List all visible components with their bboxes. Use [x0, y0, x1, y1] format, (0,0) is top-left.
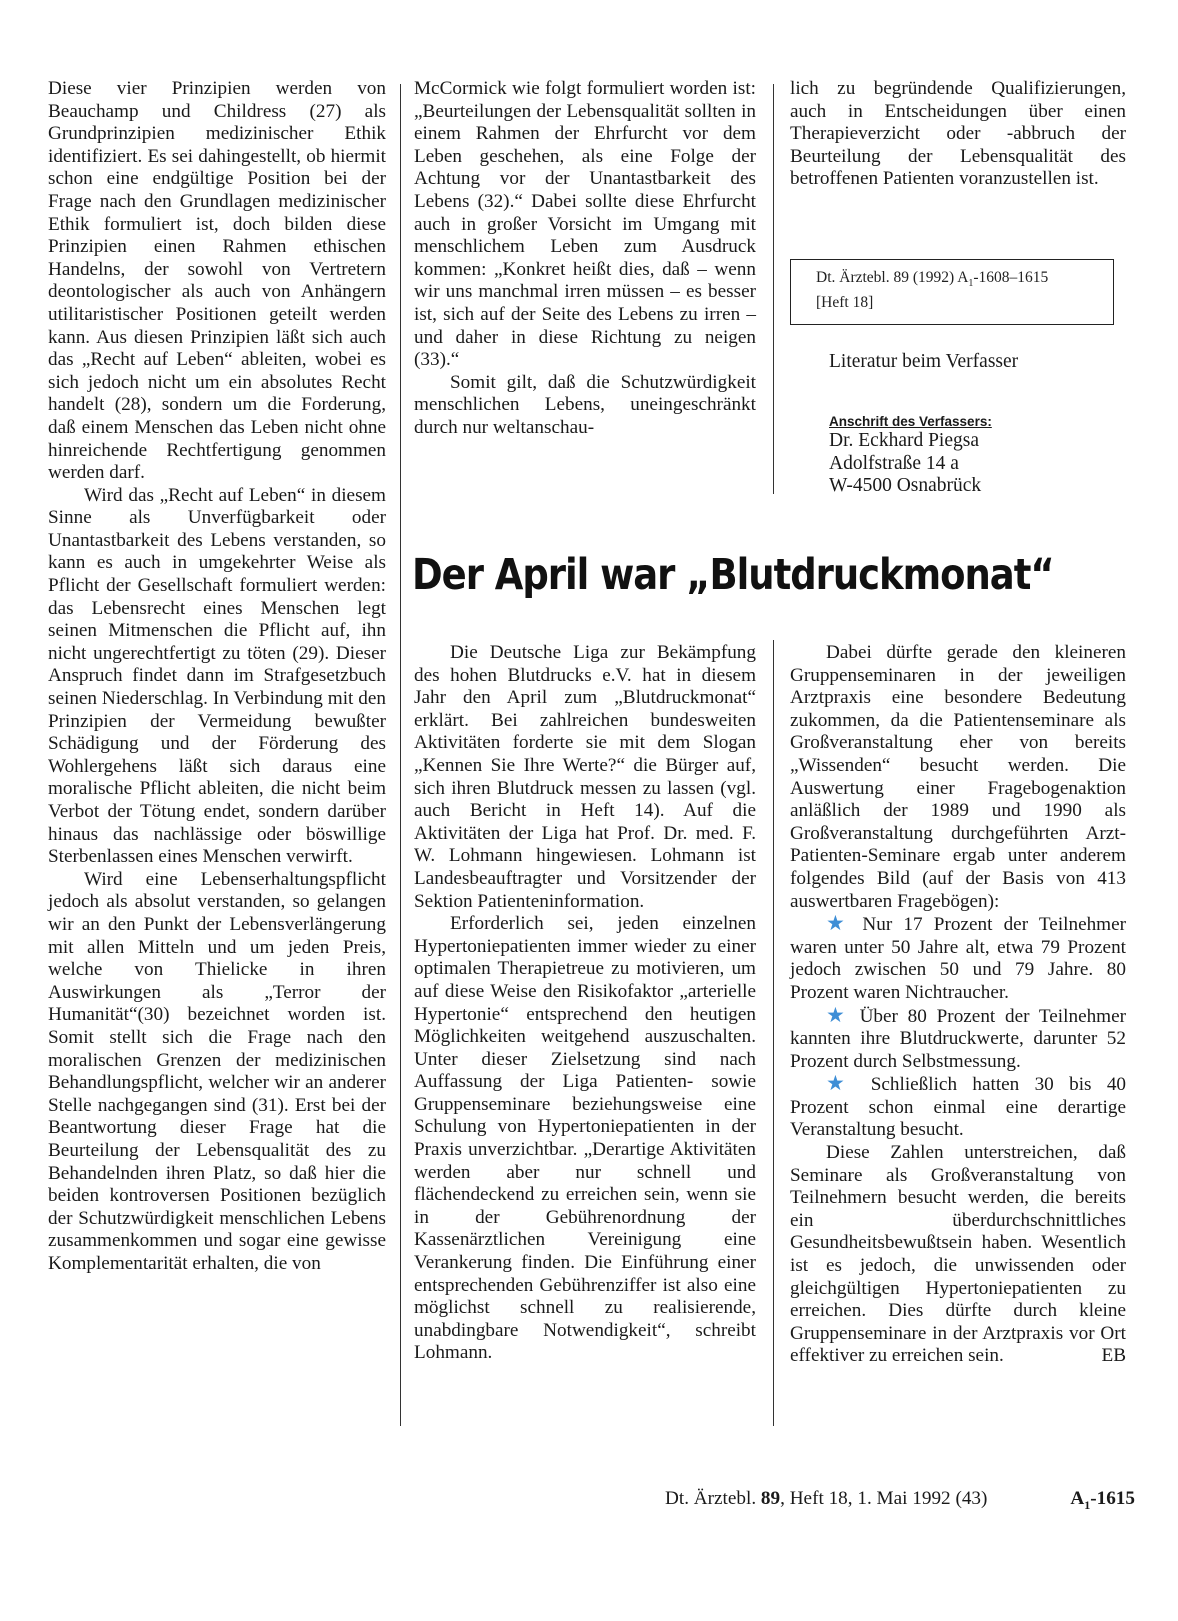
- essay-paragraph: Diese vier Prinzipien werden von Beauchamp und Childress (27) als Grundprinzipien medizinischer Ethik identifiziert. Es sei dahingestellt, ob hiermit schon eine endgültige Position bei der Frage nach den Grundlagen medizinischer Ethik formuliert ist, doch bilden diese Prinzipien einen Rahmen ethischen Handelns, der sowohl von Vertretern deontologischer als auch von Anhängern utilitaristischer Positionen geteilt werden kann. Aus diesen Prinzipien läßt sich auch das „Recht auf Leben“ ableiten, wobei es sich jedoch nicht um ein absolutes Recht handelt (28), sondern um die Forderung, daß einem Menschen das Leben nicht ohne hinreichende Rechtfertigung genommen werden darf.: [48, 78, 386, 484]
- address-line: W-4500 Osnabrück: [829, 475, 982, 496]
- column-divider: [400, 84, 401, 1426]
- bullet-item: ★ Nur 17 Prozent der Teilnehmer waren unter 50 Jahre alt, etwa 79 Prozent jedoch zwischen 50 und 79 Jahre. 80 Prozent waren Nichtraucher.: [790, 911, 1127, 1003]
- citation-line: Dt. Ärztebl. 89 (1992) $A_1-1608-1615$: [816, 269, 1049, 290]
- article-headline: Der April war „Blutdruckmonat“: [412, 550, 1054, 600]
- star-bullet-icon: ★: [826, 911, 852, 936]
- address-line: Dr. Eckhard Piegsa: [829, 430, 980, 451]
- bullet-item: ★ Über 80 Prozent der Teilnehmer kannten ihre Blutdruckwerte, darunter 52 Prozent durch Selbstmessung.: [790, 1002, 1127, 1072]
- article-paragraph: Dabei dürfte gerade den kleineren Gruppenseminaren in der jeweiligen Arztpraxis eine besondere Bedeutung zukommen, da die Patientenseminare als Großveranstaltung eher von bereits „Wissenden“ besucht werden. Die Auswertung einer Fragebogenaktion anläßlich der 1989 und 1990 als Großveranstaltung durchgeführten Arzt-Patienten-Seminare ergab unter anderem folgendes Bild (auf der Basis von 413 auswertbaren Fragebögen):: [790, 642, 1126, 912]
- article-column-2: [790, 642, 1126, 1368]
- citation-issue: [Heft 18]: [816, 294, 874, 312]
- essay-paragraph: Somit gilt, daß die Schutzwürdigkeit menschlichen Lebens, uneingeschränkt durch nur weltanschau-: [414, 371, 756, 438]
- essay-paragraph: McCormick wie folgt formuliert worden ist: „Beurteilungen der Lebensqualität sollten in einem Rahmen der Ehrfurcht vor dem Leben geschehen, als eine Folge der Achtung vor der Unantastbarkeit des Lebens (32).“ Dabei sollte diese Ehrfurcht auch in großer Vorsicht im Umgang mit menschlichem Leben zum Ausdruck kommen: „Konkret heißt dies, daß – wenn wir uns manchmal irren müssen – es besser ist, sich auf der Seite des Lebens zu irren – und daher in diese Richtung zu neigen (33).“: [414, 78, 756, 371]
- address-line: Adolfstraße 14 a: [829, 452, 959, 474]
- star-bullet-icon: ★: [826, 1002, 850, 1027]
- article-column-1: [414, 642, 756, 1365]
- column-divider: [773, 640, 774, 1426]
- essay-column-2: [414, 78, 756, 440]
- footer-volume: 89: [760, 1488, 781, 1509]
- page-footer: [665, 1487, 1135, 1511]
- article-paragraph: Erforderlich sei, jeden einzelnen Hypertoniepatienten immer wieder zu einer optimalen Therapietreue zu motivieren, um auf diese Weise den Risikofaktor „arterielle Hypertonie“ entsprechend den heutigen Möglichkeiten weitgehend auszuschalten. Unter dieser Zielsetzung sind nach Auffassung der Liga Patienten- sowie Gruppenseminare beziehungsweise eine Schulung von Hypertoniepatienten in der Praxis unverzichtbar. „Derartige Aktivitäten werden aber nur schnell und flächendeckend zu erreichen sein, wenn sie in der Gebührenordnung der Kassenärztlichen Vereinigung eine Verankerung finden. Die Einführung einer entsprechenden Gebührenziffer ist also eine möglichst schnell zu realisierende, unabdingbare Notwendigkeit“, schreibt Lohmann.: [414, 913, 756, 1364]
- author-signature: EB: [1101, 1345, 1126, 1367]
- essay-paragraph: Wird das „Recht auf Leben“ in diesem Sinne als Unverfügbarkeit oder Unantastbarkeit des Lebens verstanden, so kann es auch in umgekehrter Weise als Pflicht der Gesellschaft formuliert werden: das Lebensrecht eines Menschen legt seinen Mitmenschen die Pflicht auf, ihn nicht ungerechtfertigt zu töten (29). Dieser Anspruch findet dann im Strafgesetzbuch seinen Niederschlag. In Verbindung mit den Prinzipien der Vermeidung bewußter Schädigung und der Förderung des Wohlergehens läßt sich daraus eine moralische Pflicht ableiten, die nicht beim Verbot der Tötung endet, sondern darüber hinaus das nachlässige oder böswillige Sterbenlassen eines Menschen verwirft.: [48, 484, 386, 868]
- literature-note: Literatur beim Verfasser: [829, 351, 1019, 372]
- citation-box: [790, 259, 1114, 325]
- star-bullet-icon: ★: [826, 1071, 856, 1096]
- column-divider: [773, 84, 774, 494]
- essay-column-3: [790, 78, 1126, 191]
- footer-issue: , Heft 18, 1. Mai 1992 (43): [780, 1488, 988, 1509]
- footer-journal: Dt. Ärztebl.: [665, 1488, 757, 1509]
- page-number: $A_1-1615$: [1070, 1488, 1135, 1512]
- essay-paragraph: Wird eine Lebenserhaltungspflicht jedoch als absolut verstanden, so gelangen wir an den Punkt der Lebensverlängerung mit allen Mitteln und um jeden Preis, welche von Thielicke in ihren Auswirkungen als „Terror der Humanität“(30) bezeichnet worden ist. Somit stellt sich die Frage nach den moralischen Grenzen der medizinischen Behandlungspflicht, welcher wir an anderer Stelle nachgegangen sind (31). Erst bei der Beantwortung dieser Frage hat die Beurteilung der Lebensqualität des zu Behandelnden ihren Platz, so daß hier die beiden kontroversen Positionen bezüglich der Schutzwürdigkeit menschlichen Lebens zusammenkommen und sogar eine gewisse Komplementarität erhalten, die von: [48, 868, 386, 1274]
- article-paragraph: Diese Zahlen unterstreichen, daß Seminare als Großveranstaltung von Teilnehmern besucht werden, die bereits ein überdurchschnittliches Gesundheitsbewußtsein haben. Wesentlich ist es jedoch, die unwissenden oder gleichgültigen Hypertoniepatienten zu erreichen. Dies dürfte durch kleine Gruppenseminare in der Arztpraxis vor Ort effektiver zu erreichen sein. EB: [790, 1142, 1126, 1367]
- essay-paragraph: lich zu begründende Qualifizierungen, auch in Entscheidungen über einen Therapieverzicht oder -abbruch der Beurteilung der Lebensqualität des betroffenen Patienten voranzustellen ist.: [790, 78, 1126, 190]
- bullet-item: ★ Schließlich hatten 30 bis 40 Prozent schon einmal eine derartige Veranstaltung besucht.: [790, 1071, 1127, 1141]
- article-paragraph: Die Deutsche Liga zur Bekämpfung des hohen Blutdrucks e.V. hat in diesem Jahr den April zum „Blutdruckmonat“ erklärt. Bei zahlreichen bundesweiten Aktivitäten forderte sie mit dem Slogan „Kennen Sie Ihre Werte?“ die Bürger auf, sich ihren Blutdruck messen zu lassen (vgl. auch Bericht in Heft 14). Auf die Aktivitäten der Liga hat Prof. Dr. med. F. W. Lohmann hingewiesen. Lohmann ist Landesbeauftragter und Vorsitzender der Sektion Patienteninformation.: [414, 642, 756, 912]
- address-label: Anschrift des Verfassers:: [829, 414, 992, 429]
- author-address: [829, 413, 1129, 498]
- essay-column-1: [48, 78, 386, 1275]
